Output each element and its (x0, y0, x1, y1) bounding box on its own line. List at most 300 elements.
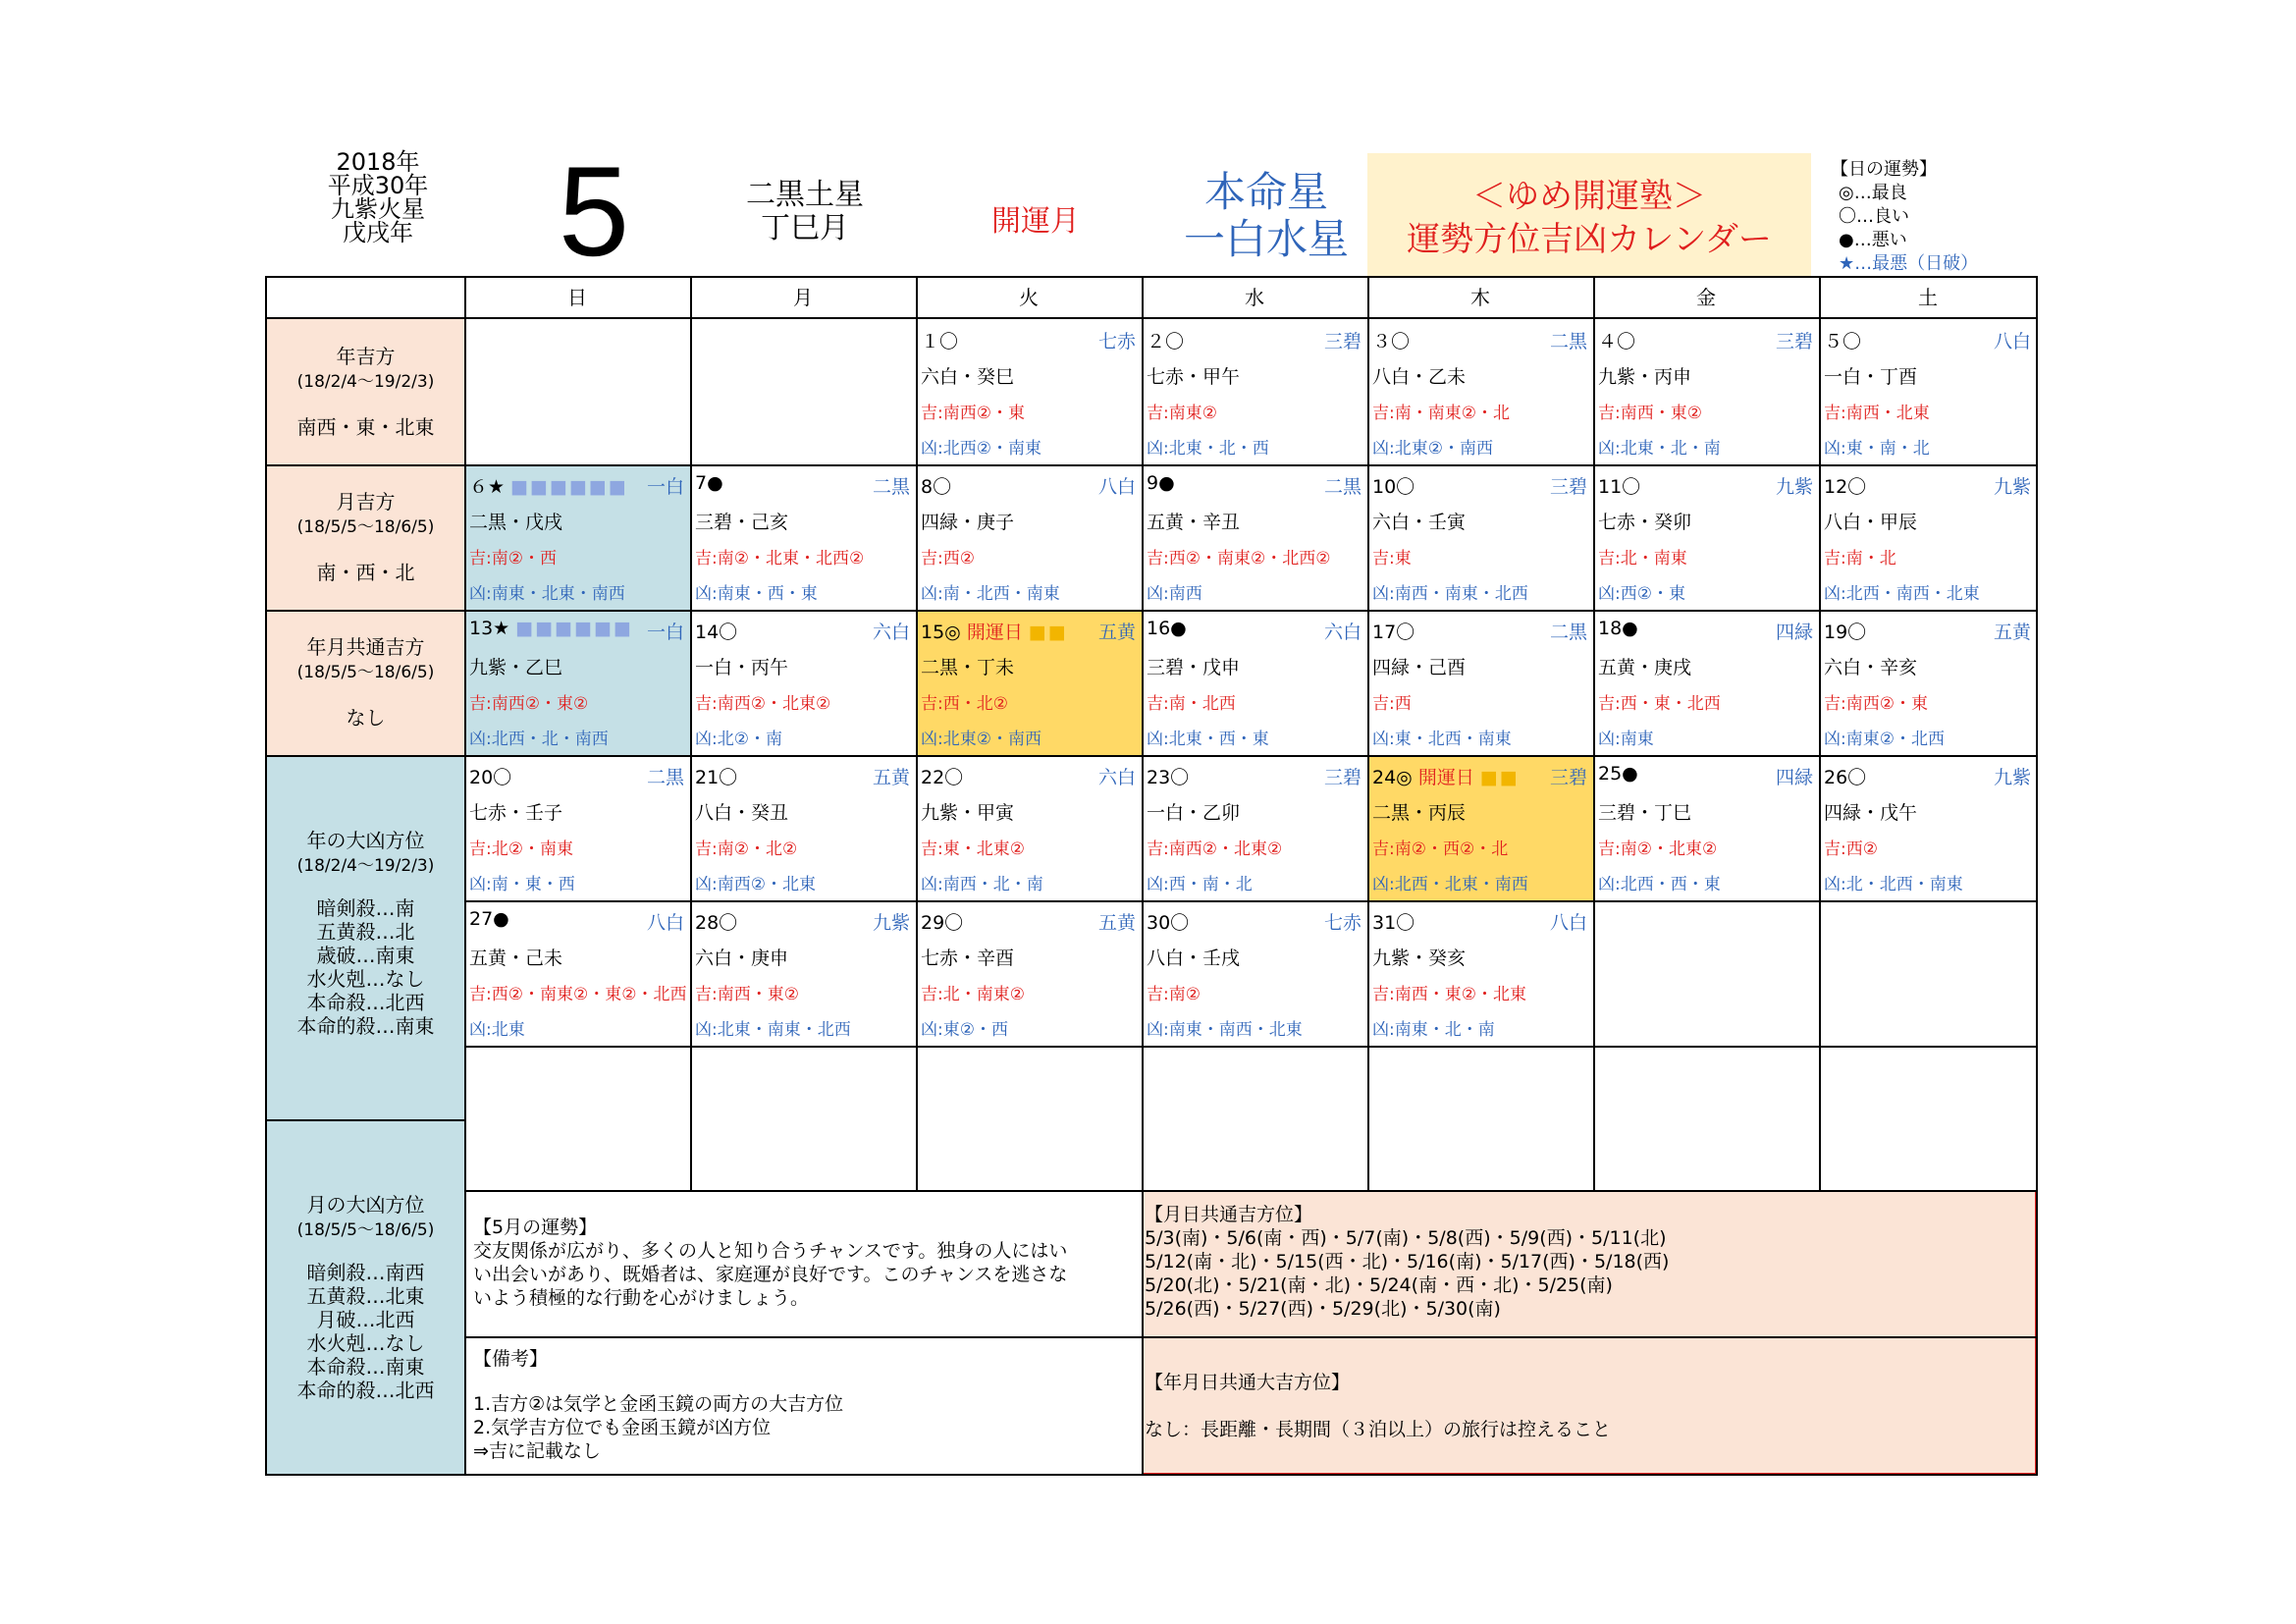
fortune-line: いよう積極的な行動を心がけましょう。 (473, 1287, 810, 1309)
day-kyo: 凶:南西・南東・北西 (1372, 584, 1528, 604)
day-head (1598, 472, 1640, 499)
day-cell-13[interactable] (464, 610, 690, 755)
day-cell-1[interactable] (916, 319, 1142, 464)
tsukihi-kichi (1145, 1203, 2028, 1321)
day-kichi: 吉:西② (1824, 839, 1878, 859)
day-kichi: 吉:南東② (1147, 404, 1217, 423)
day-kyo: 凶:北東・南東・北西 (695, 1020, 851, 1040)
day-kanshi: 七赤・辛酉 (921, 947, 1015, 969)
day-star: 五黄 (1993, 622, 2031, 643)
day-kanshi: 五黄・辛丑 (1147, 512, 1241, 533)
day-star: 三碧 (1549, 767, 1587, 788)
side-period: (18/5/5～18/6/5) (296, 1220, 435, 1240)
day-head (695, 472, 723, 494)
grid-line (464, 1190, 2038, 1192)
day-number: 13★ (469, 618, 510, 639)
day-head (1598, 327, 1635, 353)
kaiun-month-label: 開運月 (991, 204, 1080, 239)
tsukihi-line: 5/20(北)・5/21(南・北)・5/24(南・西・北)・5/25(南) (1145, 1274, 1613, 1296)
day-star: 九紫 (872, 912, 910, 934)
day-head (921, 327, 958, 353)
day-kyo: 凶:南西②・北東 (695, 875, 816, 894)
day-kyo: 凶:北東②・南西 (1372, 439, 1493, 459)
day-kichi: 吉:南・北 (1824, 549, 1896, 568)
day-kanshi: 七赤・癸卯 (1598, 512, 1692, 533)
day-kanshi: 八白・癸丑 (695, 802, 789, 824)
day-star: 二黒 (872, 476, 910, 498)
day-kanshi: 二黒・戊戌 (469, 512, 563, 533)
day-kyo: 凶:南東・北東・南西 (469, 584, 625, 604)
day-kichi: 吉:南西②・北東② (1147, 839, 1283, 859)
day-head (1372, 908, 1415, 935)
day-kichi: 吉:北・南東 (1598, 549, 1687, 568)
eto-line: 戊戌年 (343, 219, 413, 246)
weekday-tue: 火 (1019, 286, 1039, 309)
day-number: 7● (695, 472, 723, 494)
day-head (1147, 618, 1187, 639)
day-star: 八白 (646, 912, 684, 934)
legend-item-best: ◎…最良 (1839, 183, 1907, 203)
day-star: 七赤 (1097, 331, 1136, 352)
day-kanshi: 九紫・丙申 (1598, 366, 1692, 388)
day-kanshi: 四緑・己酉 (1372, 657, 1467, 678)
month-star-line: 二黒土星 (746, 178, 864, 212)
day-head (469, 763, 511, 789)
monthly-fortune (473, 1216, 1136, 1310)
day-cell-12[interactable] (1819, 464, 2037, 610)
day-number: 18● (1598, 618, 1638, 639)
day-kanshi: 七赤・甲午 (1147, 366, 1241, 388)
day-number: 30〇 (1147, 912, 1190, 934)
side-kyotsu (267, 634, 464, 731)
side-line: 本命的殺…北西 (296, 1379, 435, 1402)
honmei-star (1163, 169, 1369, 263)
day-kanshi: 四緑・戊午 (1824, 802, 1918, 824)
day-kyo: 凶:北西・北東・南西 (1372, 875, 1528, 894)
day-head (695, 763, 737, 789)
day-kichi: 吉:南西・東② (1598, 404, 1702, 423)
nengetsu-kichi (1145, 1371, 2028, 1441)
day-kanshi: 八白・壬戌 (1147, 947, 1241, 969)
day-kanshi: 六白・庚申 (695, 947, 789, 969)
side-line: 暗剣殺…南 (316, 896, 415, 920)
day-kichi: 吉:西② (921, 549, 975, 568)
side-period: (18/2/4～19/2/3) (296, 856, 435, 876)
day-cell-30[interactable] (1142, 900, 1367, 1046)
day-kyo: 凶:南・東・西 (469, 875, 575, 894)
side-title: 年吉方 (336, 345, 396, 368)
day-kyo: 凶:北西・西・東 (1598, 875, 1721, 894)
day-kyo: 凶:南東 (1598, 730, 1654, 749)
side-line: 本命殺…北西 (306, 991, 425, 1014)
day-star: 二黒 (1549, 331, 1587, 352)
side-line: 歳破…南東 (316, 944, 415, 967)
day-marks: ■■■■■■ (510, 476, 628, 498)
day-kichi: 吉:南西・北東 (1824, 404, 1930, 423)
tsukihi-line: 5/12(南・北)・5/15(西・北)・5/16(南)・5/17(西)・5/18(西) (1145, 1251, 1670, 1272)
side-period: (18/2/4～19/2/3) (296, 372, 435, 392)
day-head (921, 472, 951, 499)
day-kyo: 凶:北・北西・南東 (1824, 875, 1963, 894)
day-kichi: 吉:南西②・東 (921, 404, 1025, 423)
day-kanshi: 一白・丙午 (695, 657, 789, 678)
day-kanshi: 八白・乙未 (1372, 366, 1467, 388)
day-number: 31〇 (1372, 912, 1415, 934)
day-cell-26[interactable] (1819, 755, 2037, 900)
side-period: (18/5/5～18/6/5) (296, 663, 435, 682)
day-kanshi: 五黄・己未 (469, 947, 563, 969)
day-kichi: 吉:南②・北東② (1598, 839, 1718, 859)
day-cell-15[interactable] (916, 610, 1142, 755)
day-cell-4[interactable] (1593, 319, 1819, 464)
day-cell-5[interactable] (1819, 319, 2037, 464)
day-cell-23[interactable] (1142, 755, 1367, 900)
day-number: 20〇 (469, 767, 512, 788)
day-head (695, 908, 737, 935)
day-kanshi: 八白・甲辰 (1824, 512, 1918, 533)
day-kichi: 吉:西・東・北西 (1598, 694, 1721, 714)
side-tsuki-kichi (267, 489, 464, 585)
day-number: ５〇 (1824, 331, 1862, 352)
day-kichi: 吉:南②・北東・北西② (695, 549, 865, 568)
day-kichi: 吉:南西②・東 (1824, 694, 1928, 714)
day-head (1147, 763, 1189, 789)
day-star: 六白 (872, 622, 910, 643)
month-number: 5 (558, 139, 630, 283)
day-number: ３〇 (1372, 331, 1411, 352)
day-kichi: 吉:南西・東② (695, 985, 799, 1004)
day-kyo: 凶:東・南・北 (1824, 439, 1930, 459)
day-number: 22〇 (921, 767, 964, 788)
day-head (1824, 472, 1866, 499)
day-kichi: 吉:南西②・北東② (695, 694, 831, 714)
day-number: ４〇 (1598, 331, 1636, 352)
day-star: 九紫 (1993, 767, 2031, 788)
day-head (1598, 763, 1638, 785)
day-cell-16[interactable] (1142, 610, 1367, 755)
day-cell-10[interactable] (1367, 464, 1593, 610)
day-kyo: 凶:南西・北・南 (921, 875, 1043, 894)
day-cell-6[interactable] (464, 464, 690, 610)
weekday-thu: 木 (1470, 286, 1490, 309)
biko-line: ⇒吉に記載なし (473, 1440, 601, 1462)
day-kanshi: 七赤・壬子 (469, 802, 563, 824)
day-kyo: 凶:南東・南西・北東 (1147, 1020, 1303, 1040)
tsukihi-line: 5/26(西)・5/27(西)・5/29(北)・5/30(南) (1145, 1298, 1501, 1320)
day-number: 8〇 (921, 476, 952, 498)
day-star: 八白 (1993, 331, 2031, 352)
day-kichi: 吉:南②・北② (695, 839, 798, 859)
day-cell-14[interactable] (690, 610, 916, 755)
day-kanshi: 六白・壬寅 (1372, 512, 1467, 533)
grid-line (265, 464, 464, 466)
day-star: 四緑 (1775, 622, 1813, 643)
day-kyo: 凶:北東②・南西 (921, 730, 1041, 749)
legend-item-bad: ●…悪い (1839, 230, 1907, 250)
heisei-line: 平成30年 (327, 172, 429, 199)
side-line: 本命的殺…南東 (296, 1014, 435, 1038)
day-head (1147, 327, 1184, 353)
weekday-mon: 月 (793, 286, 813, 309)
day-number: 14〇 (695, 622, 738, 643)
honmei-value: 一白水星 (1183, 215, 1349, 263)
day-star: 五黄 (1097, 912, 1136, 934)
weekday-wed: 水 (1245, 286, 1264, 309)
day-kyo: 凶:西②・東 (1598, 584, 1685, 604)
day-cell-28[interactable] (690, 900, 916, 1046)
day-cell-29[interactable] (916, 900, 1142, 1046)
year-star-line: 九紫火星 (331, 195, 425, 223)
day-kanshi: 一白・乙卯 (1147, 802, 1241, 824)
legend-item-worst: ★…最悪（日破） (1839, 253, 1979, 274)
day-kyo: 凶:北西・南西・北東 (1824, 584, 1980, 604)
day-head (1372, 472, 1415, 499)
day-cell-21[interactable] (690, 755, 916, 900)
day-kanshi: 一白・丁酉 (1824, 366, 1918, 388)
day-kanshi: 九紫・乙巳 (469, 657, 563, 678)
day-head (1147, 908, 1189, 935)
day-number: 19〇 (1824, 622, 1867, 643)
day-kichi: 吉:南・北西 (1147, 694, 1236, 714)
day-kanshi: 四緑・庚子 (921, 512, 1015, 533)
day-cell-22[interactable] (916, 755, 1142, 900)
day-cell-8[interactable] (916, 464, 1142, 610)
day-kichi: 吉:西②・南東②・東②・北西 (469, 985, 687, 1004)
side-line: 五黄殺…北東 (306, 1284, 425, 1308)
day-star: 九紫 (1993, 476, 2031, 498)
day-kichi: 吉:西②・南東②・北西② (1147, 549, 1331, 568)
day-head (1372, 327, 1410, 353)
side-line: 本命殺…南東 (306, 1355, 425, 1379)
day-star: 三碧 (1549, 476, 1587, 498)
title-line-1: ＜ゆめ開運塾＞ (1472, 177, 1706, 216)
day-head (1824, 618, 1866, 644)
day-star: 八白 (1549, 912, 1587, 934)
day-cell-9[interactable] (1142, 464, 1367, 610)
day-star: 七赤 (1323, 912, 1362, 934)
kaiun-day-label: 開運日 (1417, 767, 1474, 788)
day-kanshi: 三碧・戊申 (1147, 657, 1241, 678)
day-kichi: 吉:北②・南東 (469, 839, 573, 859)
day-head (1147, 472, 1175, 494)
day-number: 10〇 (1372, 476, 1415, 498)
day-number: 11〇 (1598, 476, 1641, 498)
day-head (1372, 763, 1520, 789)
day-head (695, 618, 737, 644)
weekday-sun: 日 (567, 286, 587, 309)
side-line: 水火剋…なし (306, 967, 425, 991)
day-kyo: 凶:南東・西・東 (695, 584, 818, 604)
day-kanshi: 二黒・丁未 (921, 657, 1015, 678)
biko-line: 2.気学吉方位でも金函玉鏡が凶方位 (473, 1417, 772, 1438)
day-star: 一白 (646, 622, 684, 643)
day-kichi: 吉:南・南東②・北 (1372, 404, 1510, 423)
nengetsu-title: 【年月日共通大吉方位】 (1145, 1372, 1351, 1393)
month-eto-line: 丁巳月 (761, 211, 849, 245)
day-head (1824, 327, 1861, 353)
day-head (469, 618, 633, 639)
day-star: 二黒 (1549, 622, 1587, 643)
fortune-line: い出会いがあり、既婚者は、家庭運が良好です。このチャンスを逃さな (473, 1264, 1068, 1285)
day-kanshi: 三碧・丁巳 (1598, 802, 1692, 824)
day-number: ６★ (469, 476, 506, 498)
day-kyo: 凶:北西・北・南西 (469, 730, 609, 749)
side-nen-kyo (267, 828, 464, 1038)
day-cell-3[interactable] (1367, 319, 1593, 464)
day-cell-31[interactable] (1367, 900, 1593, 1046)
biko (473, 1347, 1136, 1463)
day-kichi: 吉:東・北東② (921, 839, 1025, 859)
fortune-title: 【5月の運勢】 (473, 1217, 598, 1238)
side-title: 年の大凶方位 (306, 829, 425, 852)
day-kichi: 吉:南西・東②・北東 (1372, 985, 1526, 1004)
day-kanshi: 二黒・丙辰 (1372, 802, 1467, 824)
day-number: 27● (469, 908, 509, 930)
day-star: 八白 (1097, 476, 1136, 498)
day-number: １〇 (921, 331, 959, 352)
side-line: 暗剣殺…南西 (306, 1261, 425, 1284)
day-kanshi: 五黄・庚戌 (1598, 657, 1692, 678)
biko-line: 1.吉方②は気学と金函玉鏡の両方の大吉方位 (473, 1393, 844, 1415)
day-number: 23〇 (1147, 767, 1190, 788)
day-kanshi: 六白・癸巳 (921, 366, 1015, 388)
day-number: 29〇 (921, 912, 964, 934)
day-kanshi: 三碧・己亥 (695, 512, 789, 533)
year-info (294, 150, 461, 244)
day-head (469, 472, 628, 499)
day-kanshi: 九紫・癸亥 (1372, 947, 1467, 969)
legend (1831, 158, 2027, 276)
day-star: 六白 (1097, 767, 1136, 788)
day-kyo: 凶:東②・西 (921, 1020, 1008, 1040)
day-star: 九紫 (1775, 476, 1813, 498)
day-kyo: 凶:南東②・北西 (1824, 730, 1945, 749)
fortune-line: 交友関係が広がり、多くの人と知り合うチャンスです。独身の人にはい (473, 1240, 1068, 1262)
kaiun-day-label: 開運日 (966, 622, 1023, 643)
legend-heading: 【日の運勢】 (1831, 159, 1937, 180)
day-kanshi: 六白・辛亥 (1824, 657, 1918, 678)
day-star: 三碧 (1775, 331, 1813, 352)
day-star: 五黄 (872, 767, 910, 788)
day-number: 9● (1147, 472, 1175, 494)
day-kichi: 吉:北・南東② (921, 985, 1025, 1004)
day-kyo: 凶:北東・西・東 (1147, 730, 1269, 749)
day-kyo: 凶:北②・南 (695, 730, 782, 749)
side-tsuki-kyo (267, 1192, 464, 1402)
day-kyo: 凶:北東・北・南 (1598, 439, 1721, 459)
side-line: 月破…北西 (316, 1308, 415, 1331)
day-kyo: 凶:北西②・南東 (921, 439, 1041, 459)
day-kyo: 凶:西・南・北 (1147, 875, 1253, 894)
day-star: 三碧 (1323, 331, 1362, 352)
title-line-2: 運勢方位吉凶カレンダー (1407, 220, 1772, 259)
day-cell-19[interactable] (1819, 610, 2037, 755)
day-number: ２〇 (1147, 331, 1185, 352)
day-kichi: 吉:南②・西②・北 (1372, 839, 1509, 859)
legend-item-good: 〇…良い (1839, 206, 1909, 227)
day-number: 25● (1598, 763, 1638, 785)
day-cell-2[interactable] (1142, 319, 1367, 464)
day-kyo: 凶:南東・北・南 (1372, 1020, 1495, 1040)
biko-title: 【備考】 (473, 1348, 549, 1370)
day-cell-27[interactable] (464, 900, 690, 1046)
side-title: 月の大凶方位 (306, 1193, 425, 1217)
day-star: 一白 (646, 476, 684, 498)
day-head (1372, 618, 1415, 644)
day-number: 21〇 (695, 767, 738, 788)
day-number: 26〇 (1824, 767, 1867, 788)
day-kichi: 吉:西・北② (921, 694, 1008, 714)
day-head (921, 763, 963, 789)
day-kichi: 吉:南② (1147, 985, 1201, 1004)
day-kyo: 凶:北東・北・西 (1147, 439, 1269, 459)
day-cell-17[interactable] (1367, 610, 1593, 755)
day-number: 28〇 (695, 912, 738, 934)
side-title: 年月共通吉方 (306, 635, 425, 659)
day-head (921, 908, 963, 935)
day-star: 三碧 (1323, 767, 1362, 788)
day-marks: ■■ (1028, 622, 1068, 643)
side-dirs: 南西・東・北東 (296, 415, 435, 439)
day-cell-7[interactable] (690, 464, 916, 610)
year-line: 2018年 (336, 148, 420, 176)
day-head (1824, 763, 1866, 789)
month-star (726, 179, 883, 245)
day-kichi: 吉:西 (1372, 694, 1412, 714)
day-cell-25[interactable] (1593, 755, 1819, 900)
day-cell-20[interactable] (464, 755, 690, 900)
calendar-title (1367, 153, 1811, 276)
side-line: 五黄殺…北 (316, 920, 415, 944)
day-kichi: 吉:南②・西 (469, 549, 557, 568)
day-cell-18[interactable] (1593, 610, 1819, 755)
day-head (469, 908, 509, 930)
day-head (921, 618, 1068, 644)
side-title: 月吉方 (336, 490, 396, 514)
day-marks: ■■■■■■ (515, 618, 633, 639)
tsukihi-line: 5/3(南)・5/6(南・西)・5/7(南)・5/8(西)・5/9(西)・5/11(北) (1145, 1227, 1667, 1249)
weekday-fri: 金 (1696, 286, 1716, 309)
weekday-sat: 土 (1918, 286, 1938, 309)
honmei-label: 本命星 (1203, 168, 1328, 216)
side-line: 水火剋…なし (306, 1331, 425, 1355)
day-number: 17〇 (1372, 622, 1415, 643)
day-cell-24[interactable] (1367, 755, 1593, 900)
day-kyo: 凶:東・北西・南東 (1372, 730, 1512, 749)
day-marks: ■■ (1479, 767, 1520, 788)
grid-line (265, 1119, 464, 1121)
day-kyo: 凶:南・北西・南東 (921, 584, 1060, 604)
day-cell-11[interactable] (1593, 464, 1819, 610)
side-period: (18/5/5～18/6/5) (296, 517, 435, 537)
side-dirs: 南・西・北 (316, 561, 415, 584)
day-kyo: 凶:南西 (1147, 584, 1202, 604)
grid-line (464, 1336, 2038, 1338)
day-kanshi: 九紫・甲寅 (921, 802, 1015, 824)
day-kichi: 吉:南西②・東② (469, 694, 589, 714)
side-dirs: なし (346, 706, 386, 730)
day-kichi: 吉:東 (1372, 549, 1412, 568)
tsukihi-title: 【月日共通吉方位】 (1145, 1204, 1313, 1225)
day-number: 24◎ (1372, 767, 1413, 788)
day-kyo: 凶:北東 (469, 1020, 525, 1040)
nengetsu-text: なし：長距離・長期間（３泊以上）の旅行は控えること (1145, 1419, 1612, 1440)
day-star: 二黒 (1323, 476, 1362, 498)
day-star: 五黄 (1097, 622, 1136, 643)
side-nen-kichi (267, 344, 464, 440)
day-star: 六白 (1323, 622, 1362, 643)
day-star: 四緑 (1775, 767, 1813, 788)
